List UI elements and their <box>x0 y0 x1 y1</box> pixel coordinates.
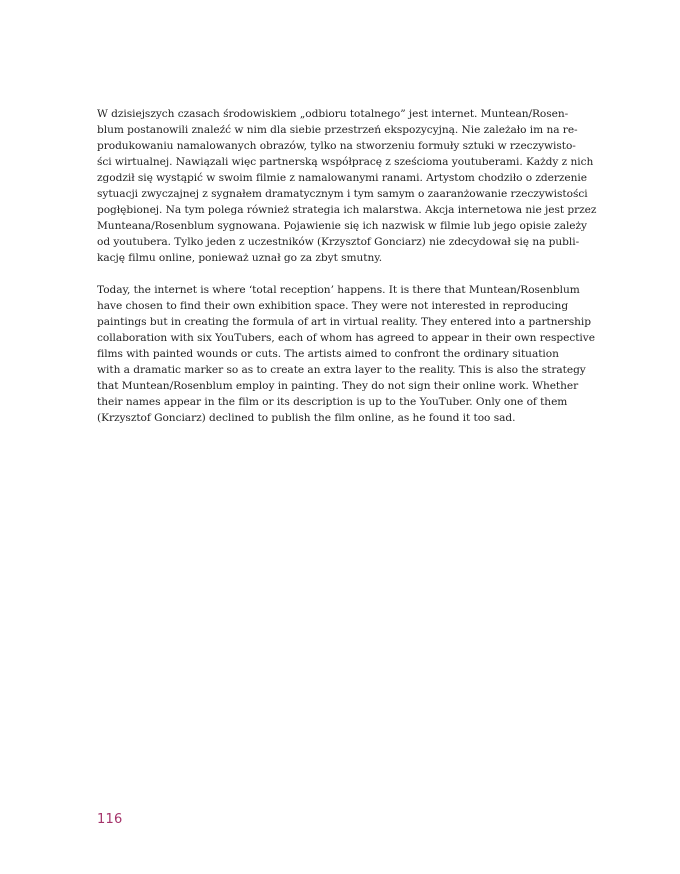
text-line: blum postanowili znaleźć w nim dla siebie przestrzeń ekspozycyjną. Nie zależało im na re- <box>97 124 578 136</box>
text-line: have chosen to find their own exhibition space. They were not interested in reproducing <box>97 300 569 312</box>
text-line: films with painted wounds or cuts. The artists aimed to confront the ordinary situation <box>97 348 559 360</box>
text-line: sytuacji zwyczajnej z sygnałem dramatycznym i tym samym o zaaranżowanie rzeczywistości <box>97 188 588 200</box>
text-line: zgodził się wystąpić w swoim filmie z namalowanymi ranami. Artystom chodziło o zderzenie <box>97 172 587 184</box>
text-line: produkowaniu namalowanych obrazów, tylko na stworzeniu formuły sztuki w rzeczywisto- <box>97 140 576 152</box>
text-line: paintings but in creating the formula of art in virtual reality. They entered into a partnership <box>97 316 591 328</box>
text-line: that Muntean/Rosenblum employ in painting. They do not sign their online work. Whether <box>97 380 579 392</box>
text-line: Munteana/Rosenblum sygnowana. Pojawienie się ich nazwisk w filmie lub jego opisie zależy <box>97 220 587 232</box>
text-line: kację filmu online, ponieważ uznał go za zbyt smutny. <box>97 252 383 264</box>
text-line: od youtubera. Tylko jeden z uczestników (Krzysztof Gonciarz) nie zdecydował się na publi- <box>97 236 580 248</box>
text-line: with a dramatic marker so as to create an extra layer to the reality. This is also the strategy <box>97 364 586 376</box>
text-line: collaboration with six YouTubers, each of whom has agreed to appear in their own respective <box>97 332 595 344</box>
text-line: pogłębionej. Na tym polega również strategia ich malarstwa. Akcja internetowa nie jest przez <box>97 204 597 216</box>
text-line: ści wirtualnej. Nawiązali więc partnerską współpracę z sześcioma youtuberami. Każdy z nich <box>97 156 594 168</box>
text-line: W dzisiejszych czasach środowiskiem „odbioru totalnego” jest internet. Muntean/Rosen- <box>97 108 569 120</box>
text-line: Today, the internet is where ‘total reception’ happens. It is there that Muntean/Rosenblum <box>97 284 580 296</box>
paragraph-polish <box>97 106 597 266</box>
text-line: (Krzysztof Gonciarz) declined to publish the film online, as he found it too sad. <box>97 412 516 424</box>
page-number: 116 <box>97 812 123 827</box>
paragraph-english <box>97 282 595 426</box>
text-line: their names appear in the film or its description is up to the YouTuber. Only one of them <box>97 396 568 408</box>
